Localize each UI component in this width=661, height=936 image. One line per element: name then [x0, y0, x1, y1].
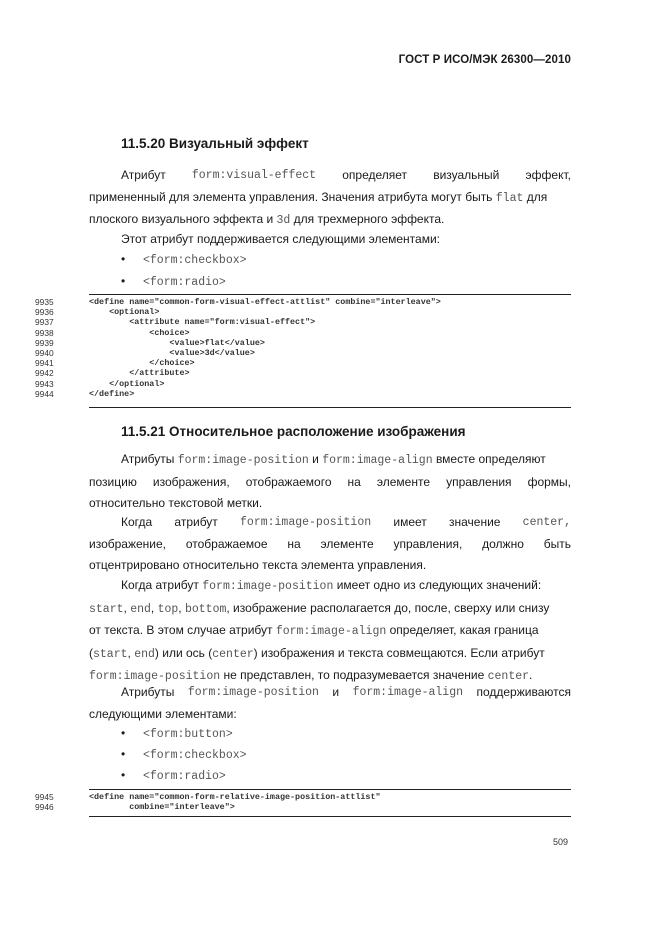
paragraph-visual-effect-description — [89, 165, 571, 232]
code-line: </choice> — [89, 358, 195, 369]
text-line: плоского визуального эффекта и 3d для трехмерного эффекта. — [89, 212, 445, 227]
code-line: <optional> — [89, 307, 160, 318]
bullet-icon: • — [121, 252, 126, 266]
text-line: Когда атрибут form:image-position имеет одно из следующих значений: — [121, 578, 542, 593]
code-line-number: 9939 — [35, 337, 54, 348]
code-line: </attribute> — [89, 368, 190, 379]
code-line: </optional> — [89, 378, 165, 389]
code-form-visual-effect: form:visual-effect — [191, 169, 317, 182]
code-line-number: 9940 — [35, 348, 54, 359]
code-line: <choice> — [89, 327, 190, 338]
code-block-bottom-rule — [89, 407, 571, 408]
bullet-item: • <form:radio> — [121, 274, 226, 289]
code-form-image-position: form:image-position — [202, 580, 334, 593]
code-center: center, — [522, 516, 571, 529]
bullet-icon: • — [121, 274, 126, 288]
code-form-image-position: form:image-position — [240, 516, 372, 529]
bullet-item: • <form:button> — [121, 726, 233, 741]
paragraph-image-position-intro — [89, 449, 571, 515]
text-line: form:image-position не представлен, то подразумевается значение center. — [89, 668, 533, 683]
code-line: <attribute name="form:visual-effect"> — [89, 317, 316, 328]
section-title-visual-effect: 11.5.20 Визуальный эффект — [121, 136, 309, 151]
bullet-icon: • — [121, 726, 126, 740]
text: эффект, — [525, 168, 571, 182]
code-form-image-align: form:image-align — [275, 625, 387, 638]
bullet-item: • <form:checkbox> — [121, 747, 247, 762]
text: Атрибут — [121, 168, 166, 182]
code-line-numbers — [35, 792, 77, 812]
bullet-icon: • — [121, 747, 126, 761]
code-block-relative-image-position — [89, 792, 571, 812]
text-line: следующими элементами: — [89, 706, 237, 721]
text-line: примененный для элемента управления. Значения атрибута могут быть flat для — [89, 189, 548, 205]
code-form-image-align: form:image-align — [352, 686, 463, 699]
text-line: позицию изображения, отображаемого на элементе управления формы, — [89, 474, 571, 489]
code-line: </define> — [89, 388, 135, 399]
code-line: <value>flat</value> — [89, 337, 265, 348]
text: определяет — [342, 168, 408, 182]
code-line-number: 9944 — [35, 388, 54, 399]
code-block-bottom-rule — [89, 816, 571, 817]
paragraph-position-values — [89, 575, 571, 688]
code-line-number: 9943 — [35, 378, 54, 389]
bullet-item: • <form:checkbox> — [121, 252, 247, 267]
paragraph-center-value: Когда атрибут form:image-position имеет значение center, изображение, отображаемое на элементе управления, должно быть отцентрировано относительно текста элемента управления. — [89, 512, 571, 577]
code-line: <define name="common-form-relative-image-position-attlist" — [89, 792, 381, 802]
code-line: <define name="common-form-visual-effect-attlist" combine="interleave"> — [89, 297, 441, 307]
code-line-number: 9941 — [35, 358, 54, 369]
code-block-top-rule — [89, 294, 571, 295]
code-form-image-align: form:image-align — [322, 454, 433, 467]
code-line-number: 9938 — [35, 327, 54, 338]
code-line: combine="interleave"> — [89, 802, 235, 813]
code-flat: flat — [495, 191, 524, 205]
section-title-image-position: 11.5.21 Относительное расположение изображения — [121, 424, 466, 439]
text-line: изображение, отображаемое на элементе управления, должно быть — [89, 536, 571, 551]
bullet-item: • <form:radio> — [121, 768, 226, 783]
code-line-number: 9935 — [35, 297, 54, 307]
code-block-visual-effect — [89, 297, 571, 399]
code-line: <value>3d</value> — [89, 348, 255, 359]
code-form-image-position: form:image-position — [177, 454, 309, 467]
text-line: start, end, top, bottom, изображение располагается до, после, сверху или снизу — [89, 600, 550, 616]
text-line: от текста. В этом случае атрибут form:image-align определяет, какая граница — [89, 623, 539, 638]
code-line-number: 9946 — [35, 802, 54, 813]
text: визуальный — [433, 168, 500, 182]
document-header: ГОСТ Р ИСО/МЭК 26300—2010 — [398, 54, 571, 66]
code-line-numbers — [35, 297, 77, 399]
code-line-number: 9942 — [35, 368, 54, 379]
code-line-number: 9937 — [35, 317, 54, 328]
code-block-top-rule — [89, 789, 571, 790]
text-line: Атрибуты form:image-position и form:image-align вместе определяют — [121, 452, 546, 467]
bullet-icon: • — [121, 768, 126, 782]
paragraph-supported-elements-2: Атрибуты form:image-position и form:image-align поддерживаются следующими элементами: — [89, 682, 571, 725]
text-line: отцентрировано относительно текста элемента управления. — [89, 558, 427, 572]
text-line: относительно текстовой метки. — [89, 496, 263, 510]
code-line-number: 9936 — [35, 307, 54, 318]
code-3d: 3d — [276, 214, 291, 227]
code-line-number: 9945 — [35, 792, 54, 802]
text-line: (start, end) или ось (center) изображения и текста совмещаются. Если атрибут — [89, 645, 545, 661]
code-form-image-position: form:image-position — [187, 686, 319, 699]
page-number: 509 — [552, 837, 568, 847]
paragraph-supported-elements: Этот атрибут поддерживается следующими элементами: — [121, 232, 441, 246]
